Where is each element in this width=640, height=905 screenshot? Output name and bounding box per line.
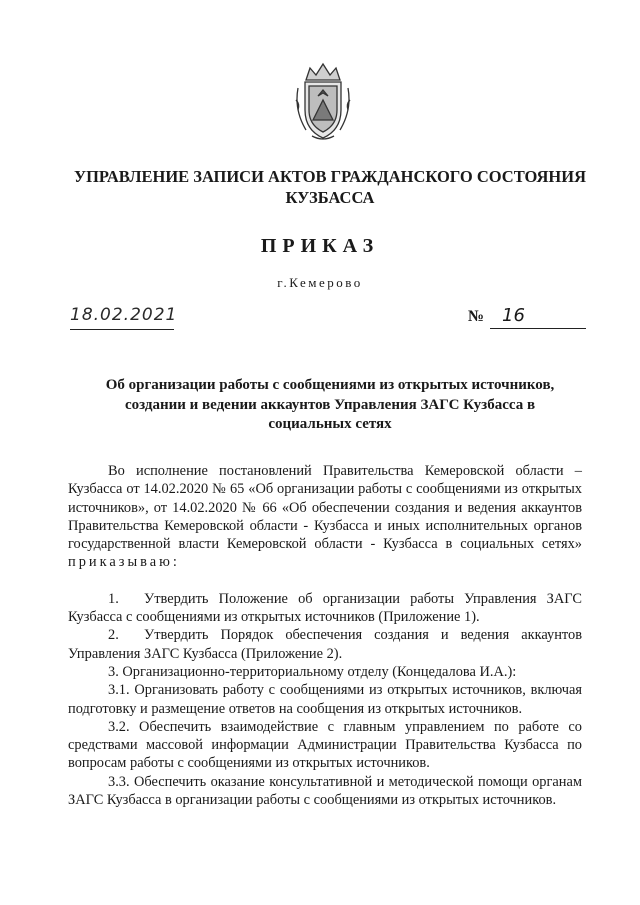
item-number: 1. bbox=[108, 590, 119, 607]
order-subject: Об организации работы с сообщениями из открытых источников, создании и ведении аккаунтов Управления ЗАГС Кузбасса в социальных сетях bbox=[105, 377, 555, 432]
list-item bbox=[68, 626, 582, 663]
item-number: 2. bbox=[108, 627, 119, 644]
item-text: Утвердить Порядок обеспечения создания и ведения аккаунтов Управления ЗАГС Кузбасса (Приложение 2). bbox=[68, 627, 582, 662]
item-text: Утвердить Положение об организации работы Управления ЗАГС Кузбасса с сообщениями из открытых источников (Приложение 1). bbox=[68, 590, 582, 626]
order-number bbox=[468, 305, 588, 329]
number-value: 16 bbox=[490, 305, 586, 329]
list-item bbox=[68, 590, 582, 627]
order-title: ПРИКАЗ bbox=[260, 235, 380, 257]
order-word: приказываю: bbox=[68, 554, 180, 571]
sub-item: 3.2. Обеспечить взаимодействие с главным управлением по работе со средствами массовой информации Администрации Правительства Кузбасса по вопросам работы с сообщениями из открытых источников. bbox=[68, 718, 582, 772]
number-label: № bbox=[468, 308, 485, 325]
preamble bbox=[68, 462, 582, 572]
organization-name: УПРАВЛЕНИЕ ЗАПИСИ АКТОВ ГРАЖДАНСКОГО СОСТОЯНИЯ КУЗБАССА bbox=[73, 167, 586, 207]
list-item: 3. Организационно-территориальному отделу (Концедалова И.А.): bbox=[108, 663, 517, 680]
city: г.Кемерово bbox=[277, 275, 363, 290]
order-body bbox=[68, 462, 582, 809]
order-date: 18.02.2021 bbox=[70, 305, 174, 330]
sub-item: 3.1. Организовать работу с сообщениями из открытых источников, включая подготовку и размещение ответов на сообщения из открытых источников. bbox=[68, 682, 582, 717]
sub-item: 3.3. Обеспечить оказание консультативной и методической помощи органам ЗАГС Кузбасса в организации работы с сообщениями из открытых источников. bbox=[68, 773, 582, 809]
coat-of-arms-icon bbox=[292, 60, 354, 142]
preamble-text: Во исполнение постановлений Правительства Кемеровской области – Кузбасса от 14.02.2020 № 65 «Об организации работы с сообщениями из открытых источников», от 14.02.2020 № 66 «Об обеспечении создания и ведения аккаунтов Правительства Кемеровской области - Кузбасса и иных исполнительных органов государственной власти Кемеровской области - Кузбасса в социальных сетях» bbox=[68, 463, 582, 553]
